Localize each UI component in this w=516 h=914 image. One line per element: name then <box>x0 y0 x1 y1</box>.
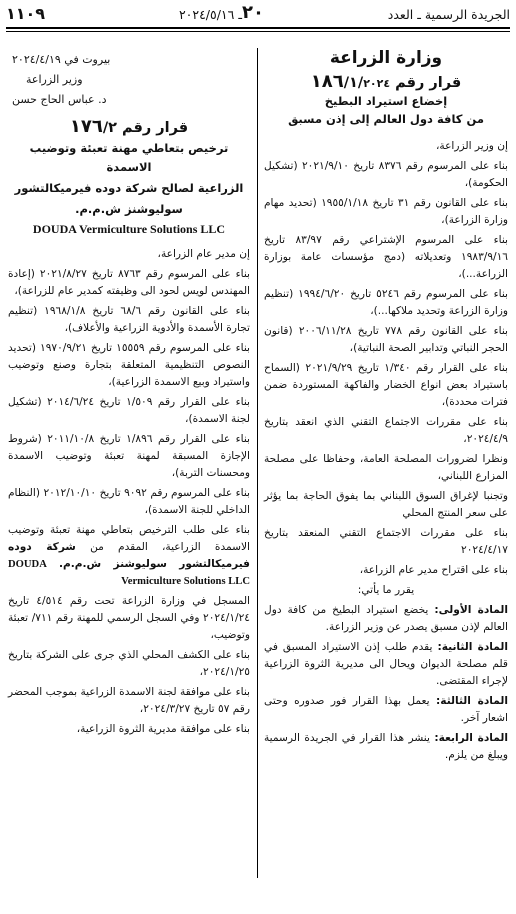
license-title-line2: الزراعية لصالح شركة دوده فيرميكالتشور <box>14 181 244 195</box>
preamble-paragraph: وتجنبا لإغراق السوق اللبناني بما يفوق الحاجة بما يؤثر على سعر المنتج المحلي <box>264 490 508 519</box>
preamble-paragraph: بناء على القانون رقم ٧٧٨ تاريخ ٢٠٠٦/١١/٢٨ (قانون الحجر النباتي وتدابير الصحة النباتية)، <box>264 325 509 354</box>
decision-prefix: قرار رقم <box>395 75 462 91</box>
preamble-paragraph: بناء على موافقة لجنة الاسمدة الزراعية بموجب المحضر رقم ٥٧ تاريخ ٢٠٢٤/٣/٢٧، <box>8 686 250 715</box>
decision-suffix: /٢ <box>102 120 117 136</box>
decision-prefix: قرار رقم <box>122 120 189 136</box>
preamble-paragraph: بناء على القانون رقم ٣١ تاريخ ١٩٥٥/١/١٨ (تحديد مهام وزارة الزراعة)، <box>264 197 508 226</box>
page-header <box>6 4 510 26</box>
decision-number-186 <box>264 73 508 92</box>
preamble-paragraph: بناء على القرار رقم ١/٣٤٠ تاريخ ٢٠٢١/٩/٢٩ (السماح باستيراد بعض انواع الخضار والفاكهة المستوردة ضمن فترات محددة)، <box>264 362 508 408</box>
page-number: ١١٠٩ <box>6 4 46 23</box>
column-divider <box>257 48 258 878</box>
preamble-paragraph: بناء على مقررات الاجتماع التقني المنعقد بتاريخ ٢٠٢٤/٤/١٧ <box>264 527 508 556</box>
issue-date: ـ ٢٠٢٤/٥/١٦ <box>178 7 242 22</box>
article-label: المادة الثالثة: <box>436 695 508 707</box>
preamble-paragraph: بناء على المرسوم رقم ٨٣٧٦ تاريخ ٢٠٢١/٩/١٠ (تشكيل الحكومة)، <box>264 160 508 189</box>
preamble-paragraph: بناء على الكشف المحلي الذي جرى على الشركة بتاريخ ٢٠٢٤/١/٢٥، <box>8 649 250 678</box>
preamble-paragraph: إن وزير الزراعة، <box>436 140 508 152</box>
decision-title-line1: إخضاع استيراد البطيخ <box>324 94 448 108</box>
preamble-paragraph: إن مدير عام الزراعة، <box>157 248 250 260</box>
decision-number: ١٧٦ <box>69 116 103 137</box>
preamble-paragraph: بناء على القانون رقم ٦٨/٦ تاريخ ١٩٦٨/١/٨ (تنظيم تجارة الأسمدة والأدوية الزراعية والأعلاف)، <box>8 305 250 334</box>
article-2 <box>264 639 508 690</box>
right-column <box>264 34 508 767</box>
header-rule-thick <box>6 27 510 29</box>
signature-place-date: بيروت في ٢٠٢٤/٤/١٩ <box>12 53 111 66</box>
preamble-paragraph: ونظرا لضرورات المصلحة العامة، وحفاظا على مصلحة المزارع اللبناني، <box>264 453 508 482</box>
decision-number-176 <box>8 118 250 137</box>
decision-year: ٢٠٢٤ <box>363 77 391 90</box>
preamble-paragraph: المسجل في وزارة الزراعة تحت رقم ٤/٥١٤ تاريخ ٢٠٢٤/١/٢٤ وفي السجل الرسمي للمهنة رقم ٧١١/ تعبئة وتوضيب، <box>8 595 250 641</box>
left-column <box>8 50 250 741</box>
article-label: المادة الثانية: <box>437 641 508 653</box>
article-label: المادة الأولى: <box>434 604 508 616</box>
preamble-paragraph: بناء على المرسوم رقم ٨٧٦٣ تاريخ ٢٠٢١/٨/٢٧ (إعادة المهندس لويس لحود الى وظيفته كمدير عام للزراعة)، <box>8 268 250 297</box>
company-latin-name: DOUDA Vermiculture Solutions LLC <box>32 222 226 236</box>
preamble-paragraph: بناء على المرسوم رقم ١٥٥٥٩ تاريخ ١٩٧٠/٩/٢١ (تحديد النصوص التنظيمية المتعلقة بتجارة وصنع وتوضيب واستيراد وبيع الاسمدة الزراعية)، <box>8 342 250 388</box>
license-title-line1: ترخيص بتعاطي مهنة تعبئة وتوضيب الاسمدة <box>29 141 229 174</box>
preamble-paragraph: بناء على المرسوم الإشتراعي رقم ٨٣/٩٧ تاريخ ١٩٨٣/٩/١٦ وتعديلاته (دمج مؤسسات عامة بوزارة الزراعة...)، <box>264 234 508 280</box>
preamble-paragraph: بناء على مقررات الاجتماع التقني الذي انعقد بتاريخ ٢٠٢٤/٤/٩، <box>264 416 508 445</box>
decision-number: ١٨٦ <box>310 71 344 92</box>
decides-line: يقرر ما يأتي: <box>357 584 415 596</box>
preamble-paragraph: بناء على القرار رقم ١/٨٩٦ تاريخ ٢٠١١/١٠/٨ (شروط الإجازة المسبقة لمهنة تعبئة وتوضيب الاسمدة ومحسنات التربة)، <box>8 433 250 479</box>
preamble-paragraph: بناء على القرار رقم ١/٥٠٩ تاريخ ٢٠١٤/٦/٢٤ (تشكيل لجنة الاسمدة)، <box>8 396 250 425</box>
preamble-paragraph: بناء على اقتراح مدير عام الزراعة، <box>359 564 508 576</box>
article-4 <box>264 730 508 764</box>
decision-title-line2: من كافة دول العالم إلى إذن مسبق <box>288 112 484 126</box>
signature-block <box>8 50 250 110</box>
request-company-ar: شركة دوده فيرميكالتشور سوليوشنز ش.م.م. <box>8 541 250 570</box>
article-3 <box>264 693 508 727</box>
gazette-title: الجريدة الرسمية ـ العدد <box>387 7 510 22</box>
article-text: ينشر هذا القرار في الجريدة الرسمية ويبلغ من يلزم. <box>264 732 508 761</box>
article-text: يخضع استيراد البطيخ من كافة دول العالم لإذن مسبق يصدر عن وزير الزراعة. <box>264 604 508 633</box>
article-label: المادة الرابعة: <box>434 732 508 744</box>
license-title-line3: سوليوشنز ش.م.م. <box>75 202 183 216</box>
ministry-heading: وزارة الزراعة <box>329 48 443 68</box>
preamble-paragraph: بناء على موافقة مديرية الثروة الزراعية، <box>76 723 250 735</box>
request-paragraph <box>8 522 250 590</box>
preamble-paragraph: بناء على المرسوم رقم ٥٢٤٦ تاريخ ١٩٩٤/٦/٢٠ (تنظيم وزارة الزراعة وتحديد ملاكها...)، <box>264 288 508 317</box>
article-text: يقدم طلب إذن الاستيراد المسبق في قلم مصلحة الديوان ويحال الى مديرية الثروة الزراعية لإجراء المقتضى. <box>264 641 508 687</box>
decision-suffix: /١/ <box>343 75 364 91</box>
preamble-paragraph: بناء على المرسوم رقم ٩٠٩٢ تاريخ ٢٠١٢/١٠/١٠ (النظام الداخلي للجنة الاسمدة)، <box>8 487 250 516</box>
request-company-latin: DOUDA Vermiculture Solutions LLC <box>8 559 250 587</box>
issue-number: ٢٠ <box>242 2 264 23</box>
signature-role: وزير الزراعة <box>26 73 83 86</box>
request-text: بناء على طلب الترخيص بتعاطي مهنة تعبئة وتوضيب الاسمدة الزراعية، المقدم من <box>8 524 250 553</box>
article-text: يعمل بهذا القرار فور صدوره وحتى اشعار آخر. <box>264 695 508 724</box>
header-rule-thin <box>6 31 510 32</box>
signature-name: د. عباس الحاج حسن <box>12 93 107 106</box>
article-1 <box>264 602 508 636</box>
